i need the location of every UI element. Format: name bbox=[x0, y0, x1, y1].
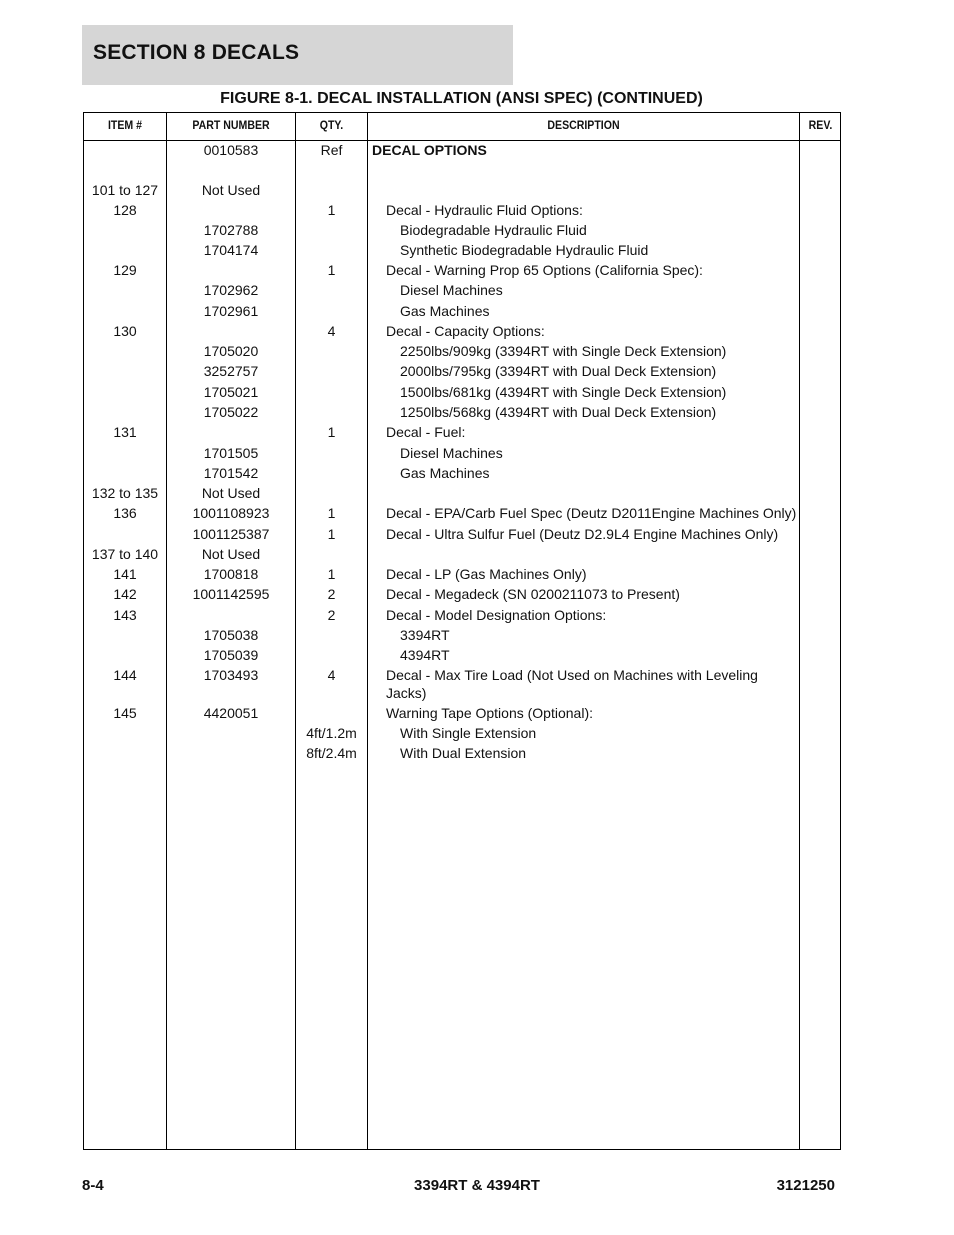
description-cell: Gas Machines bbox=[400, 465, 490, 481]
part-number-cell: 1705039 bbox=[203, 647, 259, 663]
qty-cell: 4 bbox=[327, 323, 336, 339]
part-number-cell: 1705022 bbox=[203, 404, 259, 420]
qty-cell: 1 bbox=[327, 566, 336, 582]
qty-cell: 1 bbox=[327, 505, 336, 521]
description-cell: Decal - Max Tire Load (Not Used on Machines with Leveling Jacks) bbox=[386, 667, 758, 701]
part-number-cell: 1700818 bbox=[203, 566, 259, 582]
item-cell: 142 bbox=[113, 586, 137, 602]
section-header bbox=[82, 25, 513, 85]
item-cell: 132 to 135 bbox=[91, 485, 159, 501]
qty-cell: 1 bbox=[327, 424, 336, 440]
part-number-cell: 1701505 bbox=[203, 445, 259, 461]
part-number-cell: 1705020 bbox=[203, 343, 259, 359]
description-cell: Decal - Ultra Sulfur Fuel (Deutz D2.9L4 Engine Machines Only) bbox=[386, 526, 779, 542]
header-rev: REV. bbox=[808, 118, 833, 132]
item-cell: 145 bbox=[113, 705, 137, 721]
header-description: DESCRIPTION bbox=[547, 118, 620, 132]
part-number-cell: 1702961 bbox=[203, 303, 259, 319]
description-cell: 1500lbs/681kg (4394RT with Single Deck Extension) bbox=[400, 384, 727, 400]
description-cell: Decal - LP (Gas Machines Only) bbox=[386, 566, 587, 582]
column-divider bbox=[367, 113, 368, 1149]
footer-doc-number: 3121250 bbox=[776, 1177, 835, 1194]
description-cell: Decal - Capacity Options: bbox=[386, 323, 545, 339]
part-number-cell: 4420051 bbox=[203, 705, 259, 721]
part-number-cell: 0010583 bbox=[203, 142, 259, 158]
description-cell: Gas Machines bbox=[400, 303, 490, 319]
description-cell: Decal - Warning Prop 65 Options (California Spec): bbox=[386, 262, 703, 278]
description-cell: With Dual Extension bbox=[400, 745, 527, 761]
qty-cell: 2 bbox=[327, 586, 336, 602]
qty-cell: 1 bbox=[327, 262, 336, 278]
part-number-cell: Not Used bbox=[201, 546, 261, 562]
part-number-cell: Not Used bbox=[201, 182, 261, 198]
description-cell: Warning Tape Options (Optional): bbox=[386, 705, 593, 721]
footer-model: 3394RT & 4394RT bbox=[414, 1177, 540, 1194]
description-cell: 4394RT bbox=[400, 647, 450, 663]
figure-title: FIGURE 8-1. DECAL INSTALLATION (ANSI SPEC) (CONTINUED) bbox=[220, 90, 703, 107]
part-number-cell: 1702962 bbox=[203, 282, 259, 298]
item-cell: 128 bbox=[113, 202, 137, 218]
description-cell: Decal - EPA/Carb Fuel Spec (Deutz D2011Engine Machines Only) bbox=[386, 505, 797, 521]
description-cell: 3394RT bbox=[400, 627, 450, 643]
part-number-cell: 1703493 bbox=[203, 667, 259, 683]
part-number-cell: 1705038 bbox=[203, 627, 259, 643]
item-cell: 143 bbox=[113, 607, 137, 623]
item-cell: 129 bbox=[113, 262, 137, 278]
qty-cell: 1 bbox=[327, 202, 336, 218]
description-cell: 1250lbs/568kg (4394RT with Dual Deck Extension) bbox=[400, 404, 717, 420]
item-cell: 136 bbox=[113, 505, 137, 521]
header-qty: QTY. bbox=[319, 118, 344, 132]
description-cell: Diesel Machines bbox=[400, 445, 503, 461]
description-cell: Decal - Hydraulic Fluid Options: bbox=[386, 202, 583, 218]
item-cell: 130 bbox=[113, 323, 137, 339]
qty-cell: 4ft/1.2m bbox=[306, 725, 357, 741]
description-cell: Decal - Model Designation Options: bbox=[386, 607, 607, 623]
qty-cell: 2 bbox=[327, 607, 336, 623]
parts-table bbox=[83, 112, 841, 1150]
part-number-cell: 1701542 bbox=[203, 465, 259, 481]
section-title: SECTION 8 DECALS bbox=[93, 41, 300, 64]
description-cell: With Single Extension bbox=[400, 725, 537, 741]
header-item: ITEM # bbox=[107, 118, 143, 132]
qty-cell: Ref bbox=[320, 142, 343, 158]
description-cell: DECAL OPTIONS bbox=[372, 142, 487, 158]
description-cell: Decal - Megadeck (SN 0200211073 to Present) bbox=[386, 586, 680, 602]
part-number-cell: 1001142595 bbox=[192, 586, 270, 602]
item-cell: 144 bbox=[113, 667, 137, 683]
part-number-cell: 3252757 bbox=[203, 363, 259, 379]
item-cell: 141 bbox=[113, 566, 137, 582]
description-cell: 2250lbs/909kg (3394RT with Single Deck Extension) bbox=[400, 343, 727, 359]
item-cell: 137 to 140 bbox=[91, 546, 159, 562]
description-cell: Decal - Fuel: bbox=[386, 424, 466, 440]
item-cell: 101 to 127 bbox=[91, 182, 159, 198]
part-number-cell: 1001108923 bbox=[192, 505, 270, 521]
description-cell: 2000lbs/795kg (3394RT with Dual Deck Extension) bbox=[400, 363, 717, 379]
header-part-number: PART NUMBER bbox=[192, 118, 270, 132]
part-number-cell: Not Used bbox=[201, 485, 261, 501]
part-number-cell: 1705021 bbox=[203, 384, 259, 400]
part-number-cell: 1704174 bbox=[203, 242, 259, 258]
qty-cell: 8ft/2.4m bbox=[306, 745, 357, 761]
item-cell: 131 bbox=[113, 424, 137, 440]
part-number-cell: 1001125387 bbox=[192, 526, 270, 542]
footer-page-number: 8-4 bbox=[82, 1177, 104, 1194]
qty-cell: 1 bbox=[327, 526, 336, 542]
description-cell: Synthetic Biodegradable Hydraulic Fluid bbox=[400, 242, 649, 258]
part-number-cell: 1702788 bbox=[203, 222, 259, 238]
description-cell: Biodegradable Hydraulic Fluid bbox=[400, 222, 587, 238]
description-cell: Diesel Machines bbox=[400, 282, 503, 298]
qty-cell: 4 bbox=[327, 667, 336, 683]
